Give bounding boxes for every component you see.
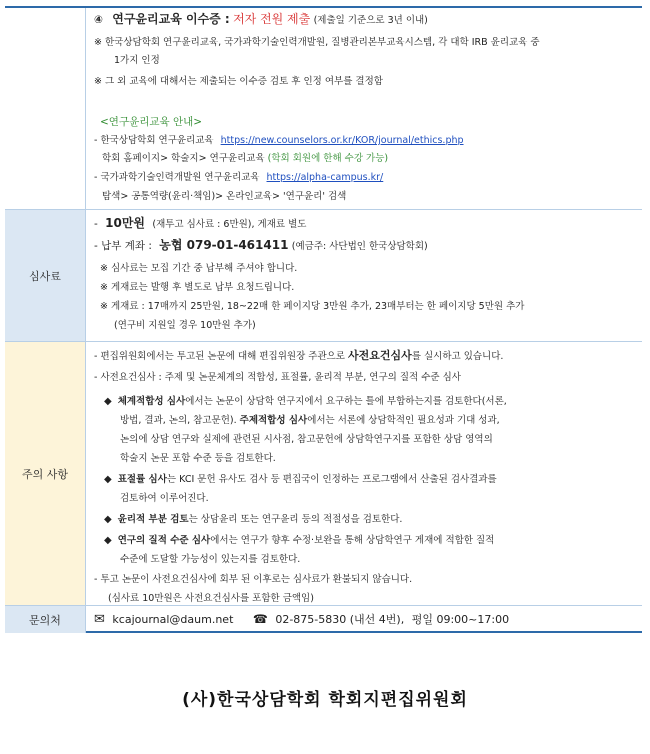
ethics-accepted-line-2: 1가지 인정: [114, 55, 160, 66]
fee-account-prefix: - 납부 계좌 :: [94, 240, 152, 252]
caution-bullet-1: [104, 394, 507, 409]
caution-bullet-4: [104, 533, 494, 548]
phone-icon: ☎: [252, 612, 268, 626]
item-number: ④: [94, 14, 103, 26]
fee-amount-dash: -: [94, 218, 98, 230]
caution-content: [86, 342, 642, 605]
caution-bullet-4-line-2: 수준에 도달할 가능성이 있는지를 검토한다.: [120, 554, 301, 565]
ethics-accepted-line-1: ※ 한국상담학회 연구윤리교육, 국가과학기술인력개발원, 질병관리본부교육시스템, 각 대학 IRB 윤리교육 중: [94, 37, 540, 48]
kca-ethics-path-line: [102, 151, 388, 166]
caution-line-1-bold: 사전요건심사: [348, 349, 412, 362]
bullet-1-l2-prefix: 방법, 결과, 논의, 참고문헌).: [120, 415, 237, 426]
caution-line-1-prefix: - 편집위원회에서는 투고된 논문에 대해 편집위원장 주관으로: [94, 351, 345, 362]
bullet-1-l2-suffix: 에서는 서론에 상담학적인 필요성과 기대 성과,: [307, 415, 500, 426]
bullet-1-l2-bold: 주제적합성 심사: [239, 415, 308, 426]
contact-hours: 평일 09:00~17:00: [411, 613, 510, 626]
fee-amount: 10만원: [105, 216, 146, 230]
bullet-2-text: 는 KCI 문헌 유사도 검사 등 편집국이 인정하는 프로그램에서 산출된 검사결과를: [166, 474, 497, 485]
ethics-other-note: ※ 그 외 교육에 대해서는 제출되는 이수증 검토 후 인정 여부를 결정함: [94, 76, 383, 87]
kird-ethics-line: [94, 170, 383, 185]
caution-bullet-1-line-2: [120, 413, 500, 428]
ethics-cert-row: [5, 8, 642, 210]
fee-label: 심사료: [5, 210, 86, 341]
fee-account-number: 농협 079-01-461411: [159, 238, 289, 252]
fee-note-3: ※ 게재료 : 17매까지 25만원, 18~22매 한 페이지당 3만원 추가, 23매부터는 한 페이지당 5만원 추가: [100, 301, 525, 312]
caution-refund-note: (심사료 10만원은 사전요건심사를 포함한 금액임): [108, 593, 314, 604]
diamond-bullet-icon: ◆: [104, 396, 112, 407]
contact-phone: 02-875-5830 (내선 4번),: [275, 613, 405, 626]
diamond-bullet-icon: ◆: [104, 474, 112, 485]
caution-bullet-3: [104, 512, 402, 527]
kird-ethics-link[interactable]: https://alpha-campus.kr/: [266, 172, 384, 183]
caution-bullet-2: [104, 472, 497, 487]
fee-note-4: (연구비 지원일 경우 10만원 추가): [114, 320, 256, 331]
mail-icon: ✉: [94, 612, 105, 627]
bullet-1-bold: 체계적합성 심사: [117, 396, 186, 407]
kca-ethics-line: [94, 133, 464, 148]
diamond-bullet-icon: ◆: [104, 514, 112, 525]
bullet-4-bold: 연구의 질적 수준 심사: [117, 535, 211, 546]
kca-member-note: (학회 회원에 한해 수강 가능): [267, 153, 389, 164]
fee-row: [5, 210, 642, 342]
ethics-cert-note: (제출일 기준으로 3년 이내): [313, 15, 428, 26]
caution-line-1: [94, 348, 503, 364]
kird-ethics-prefix: - 국가과학기술인력개발원 연구윤리교육: [94, 172, 260, 183]
caution-bullet-2-line-2: 검토하여 이루어진다.: [120, 493, 209, 504]
kca-ethics-link[interactable]: https://new.counselors.or.kr/KOR/journal/ethics.php: [220, 135, 464, 146]
ethics-cert-heading: [94, 12, 428, 28]
caution-label: 주의 사항: [5, 342, 86, 605]
contact-row: [5, 606, 642, 633]
bullet-4-text: 에서는 연구가 향후 수정·보완을 통해 상담학연구 게재에 적합한 질적: [210, 535, 495, 546]
fee-account-line: [94, 238, 428, 254]
bullet-1-text: 에서는 논문이 상담학 연구지에서 요구하는 틀에 부합하는지를 검토한다(서론,: [185, 396, 507, 407]
bullet-3-text: 는 상담윤리 또는 연구윤리 등의 적절성을 검토한다.: [188, 514, 403, 525]
contact-label: 문의처: [5, 606, 86, 633]
contact-line: [94, 612, 509, 627]
ethics-cert-content: [86, 8, 642, 209]
diamond-bullet-icon: ◆: [104, 535, 112, 546]
caution-bullet-1-line-3: 논의에 상담 연구와 실제에 관련된 시사점, 참고문헌에 상담학연구지를 포함한 상담 영역의: [120, 434, 493, 445]
fee-content: [86, 210, 642, 341]
committee-title: (사)한국상담학회 학회지편집위원회: [182, 690, 468, 710]
ethics-guide-title: <연구윤리교육 안내>: [100, 116, 203, 128]
info-table: [5, 6, 642, 633]
kca-ethics-prefix: - 한국상담학회 연구윤리교육: [94, 135, 214, 146]
bullet-2-bold: 표절률 심사: [117, 474, 167, 485]
kird-ethics-path: 탐색> 공통역량(윤리·책임)> 온라인교육> '연구윤리' 검색: [102, 191, 347, 202]
fee-account-holder: (예금주: 사단법인 한국상담학회): [291, 241, 428, 252]
fee-amount-note: (재투고 심사료 : 6만원), 게재료 별도: [152, 219, 307, 230]
caution-row: [5, 342, 642, 606]
caution-bullet-1-line-4: 학술지 논문 포함 수준 등을 검토한다.: [120, 453, 276, 464]
ethics-cert-title: 연구윤리교육 이수증 :: [112, 12, 230, 26]
fee-note-2: ※ 게재료는 발행 후 별도로 납부 요청드립니다.: [100, 282, 295, 293]
fee-amount-line: [94, 216, 306, 232]
kca-ethics-path: 학회 홈페이지> 학술지> 연구윤리교육: [102, 153, 265, 164]
ethics-cert-label-cell: [5, 8, 86, 209]
caution-line-1-suffix: 를 실시하고 있습니다.: [411, 351, 504, 362]
caution-refund-line: - 투고 논문이 사전요건심사에 회부 된 이후로는 심사료가 환불되지 않습니다.: [94, 574, 413, 585]
caution-line-2: - 사전요건심사 : 주제 및 논문체계의 적합성, 표절률, 윤리적 부분, 연구의 질적 수준 심사: [94, 372, 461, 383]
contact-content: [86, 606, 642, 633]
ethics-cert-required: 저자 전원 제출: [233, 12, 311, 26]
fee-note-1: ※ 심사료는 모집 기간 중 납부해 주셔야 합니다.: [100, 263, 298, 274]
contact-email[interactable]: kcajournal@daum.net: [112, 613, 234, 626]
bullet-3-bold: 윤리적 부분 검토: [117, 514, 189, 525]
